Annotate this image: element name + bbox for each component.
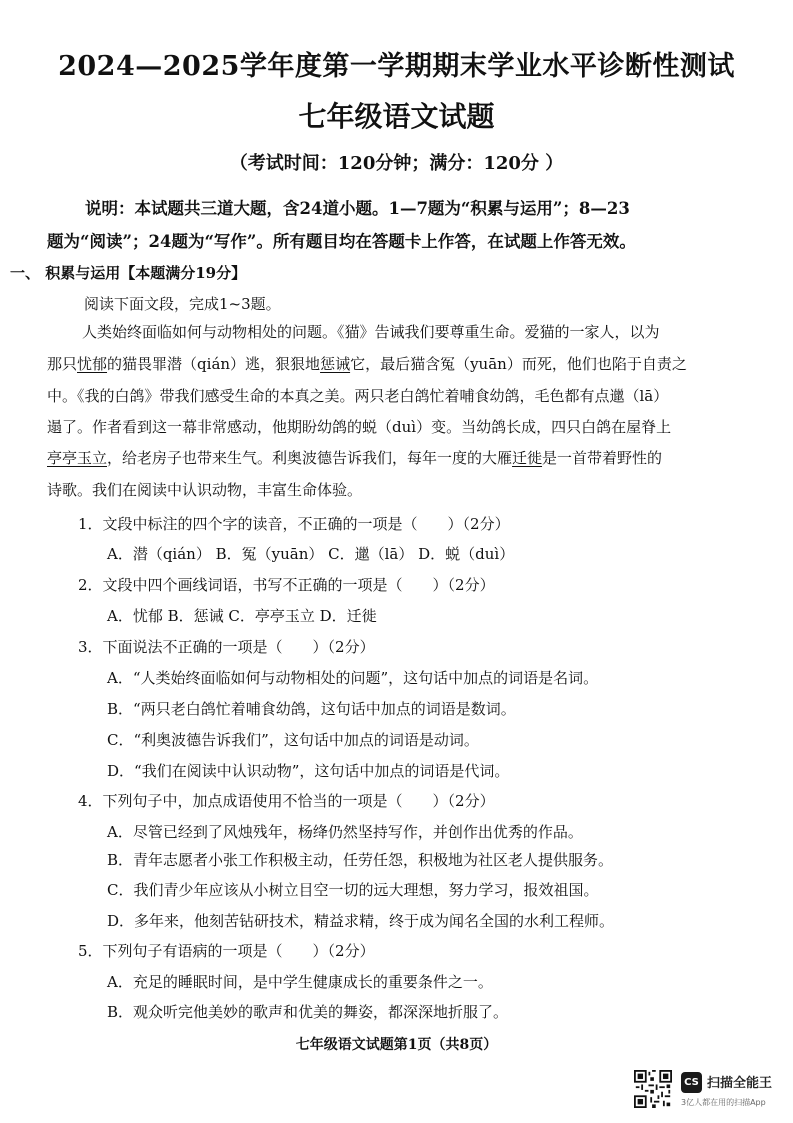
instructions-line-2: 题为“阅读”；24题为“写作”。所有题目均在答题卡上作答，在试题上作答无效。 [47,232,636,251]
question-3-option-a: A．“人类始终面临如何与动物相处的问题”，这句话中加点的词语是名词。 [107,669,599,687]
camscanner-slogan: 3亿人都在用的扫描App [681,1098,766,1107]
exam-info: （考试时间：120分钟；满分：120分 ） [229,153,564,174]
passage-line-3: 中。《我的白鸽》带我们感受生命的本真之美。两只老白鸽忙着哺食幼鸽，毛色都有点邋（lā） [47,387,669,405]
question-2-options: A．忧郁 B．惩诫 C．亭亭玉立 D．迁徙 [107,607,377,625]
camscanner-app-name: 扫描全能王 [707,1076,773,1091]
question-3-option-b: B．“两只老白鸽忙着哺食幼鸽，这句话中加点的词语是数词。 [107,700,516,718]
question-3: 3．下面说法不正确的一项是（ ）（2分） [78,638,375,656]
passage-line-1: 人类始终面临如何与动物相处的问题。《猫》告诫我们要尊重生命。爱猫的一家人，以为 [82,323,660,341]
question-3-option-c: C．“利奥波德告诉我们”，这句话中加点的词语是动词。 [107,731,479,749]
section-prompt: 阅读下面文段，完成1~3题。 [84,295,281,313]
exam-title: 2024—2025学年度第一学期期末学业水平诊断性测试 [58,51,735,82]
passage-line-6: 诗歌。我们在阅读中认识动物，丰富生命体验。 [47,481,363,499]
page-footer: 七年级语文试题第1页（共8页） [295,1037,498,1053]
question-5: 5．下列句子有语病的一项是（ ）（2分） [78,942,375,960]
instructions-line-1: 说明：本试题共三道大题，含24道小题。1—7题为“积累与运用”；8—23 [85,199,630,218]
exam-subtitle: 七年级语文试题 [298,100,495,133]
section-heading: 一、 积累与运用【本题满分19分】 [10,264,247,282]
qr-code-icon [634,1070,672,1108]
question-3-option-d: D．“我们在阅读中认识动物”，这句话中加点的词语是代词。 [107,762,510,780]
passage-line-2: 那只忧郁的猫畏罪潜（qián）逃，狠狠地惩诫它，最后猫含冤（yuān）而死，他们也陷于自责之 [47,355,687,373]
question-4: 4．下列句子中，加点成语使用不恰当的一项是（ ）（2分） [78,792,495,810]
passage-line-5: 亭亭玉立，给老房子也带来生气。利奥波德告诉我们，每年一度的大雁迁徙是一首带着野性的 [47,449,663,467]
camscanner-logo-icon: CS [681,1072,702,1093]
question-4-option-c: C．我们青少年应该从小树立目空一切的远大理想，努力学习，报效祖国。 [107,881,599,899]
question-4-option-d: D．多年来，他刻苦钻研技术，精益求精，终于成为闻名全国的水利工程师。 [107,912,615,930]
question-1-options: A．潜（qián） B．冤（yuān） C．邋（lā） D．蜕（duì） [107,545,515,563]
question-1: 1．文段中标注的四个字的读音，不正确的一项是（ ）（2分） [78,515,510,533]
question-2: 2．文段中四个画线词语，书写不正确的一项是（ ）（2分） [78,576,495,594]
question-5-option-b: B．观众听完他美妙的歌声和优美的舞姿，都深深地折服了。 [107,1003,509,1021]
question-4-option-b: B．青年志愿者小张工作积极主动，任劳任怨，积极地为社区老人提供服务。 [107,851,614,869]
question-5-option-a: A．充足的睡眠时间，是中学生健康成长的重要条件之一。 [107,973,493,991]
passage-line-4: 遢了。作者看到这一幕非常感动，他期盼幼鸽的蜕（duì）变。当幼鸽长成，四只白鸽在屋脊上 [47,418,672,436]
question-4-option-a: A．尽管已经到了风烛残年，杨绛仍然坚持写作，并创作出优秀的作品。 [107,823,583,841]
